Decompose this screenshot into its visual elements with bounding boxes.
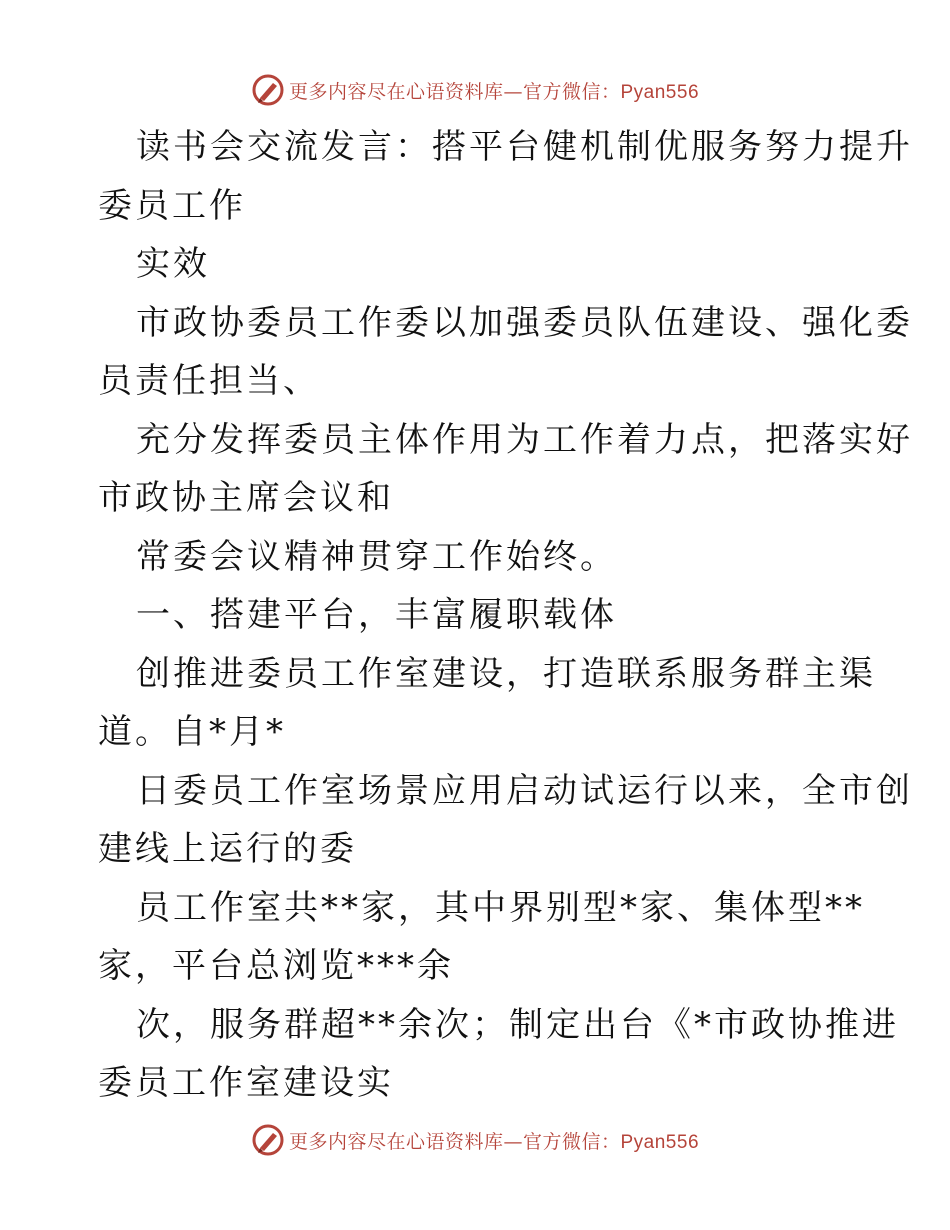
text-line: 常委会议精神贯穿工作始终。 [136, 536, 617, 577]
watermark-prefix: 更多内容尽在心语资料库—官方微信： [288, 80, 621, 103]
text-line: 员工作室共**家，其中界别型*家、集体型** [136, 887, 865, 928]
text-line: 委员工作室建设实 [98, 1063, 394, 1103]
text-line: 日委员工作室场景应用启动试运行以来，全市创 [136, 770, 913, 811]
watermark-prefix: 更多内容尽在心语资料库—官方微信： [288, 1130, 621, 1153]
text-line: 充分发挥委员主体作用为工作着力点，把落实好 [136, 419, 913, 460]
text-line: 一、搭建平台，丰富履职载体 [136, 595, 617, 635]
text-line: 读书会交流发言：搭平台健机制优服务努力提升 [136, 127, 913, 167]
text-line: 道。自*月* [98, 712, 286, 752]
watermark-wechat-id: Pyan556 [620, 1131, 700, 1153]
pen-logo-icon [251, 1123, 285, 1157]
text-line: 委员工作 [98, 185, 246, 226]
pen-logo-icon [251, 73, 285, 107]
watermark-header [0, 70, 950, 110]
text-line: 建线上运行的委 [98, 829, 357, 869]
watermark-wechat-id: Pyan556 [620, 81, 700, 103]
text-line: 市政协主席会议和 [98, 478, 394, 518]
text-line: 员责任担当、 [98, 361, 320, 401]
text-line: 次，服务群超**余次；制定出台《*市政协推进 [136, 1004, 899, 1045]
watermark-text [289, 77, 699, 104]
text-line: 市政协委员工作委以加强委员队伍建设、强化委 [136, 302, 913, 343]
text-line: 实效 [136, 244, 210, 284]
text-line: 家，平台总浏览***余 [98, 946, 454, 986]
text-line: 创推进委员工作室建设，打造联系服务群主渠 [136, 653, 876, 694]
document-body [98, 118, 913, 1113]
watermark-footer [0, 1120, 950, 1160]
watermark-text [289, 1127, 699, 1154]
